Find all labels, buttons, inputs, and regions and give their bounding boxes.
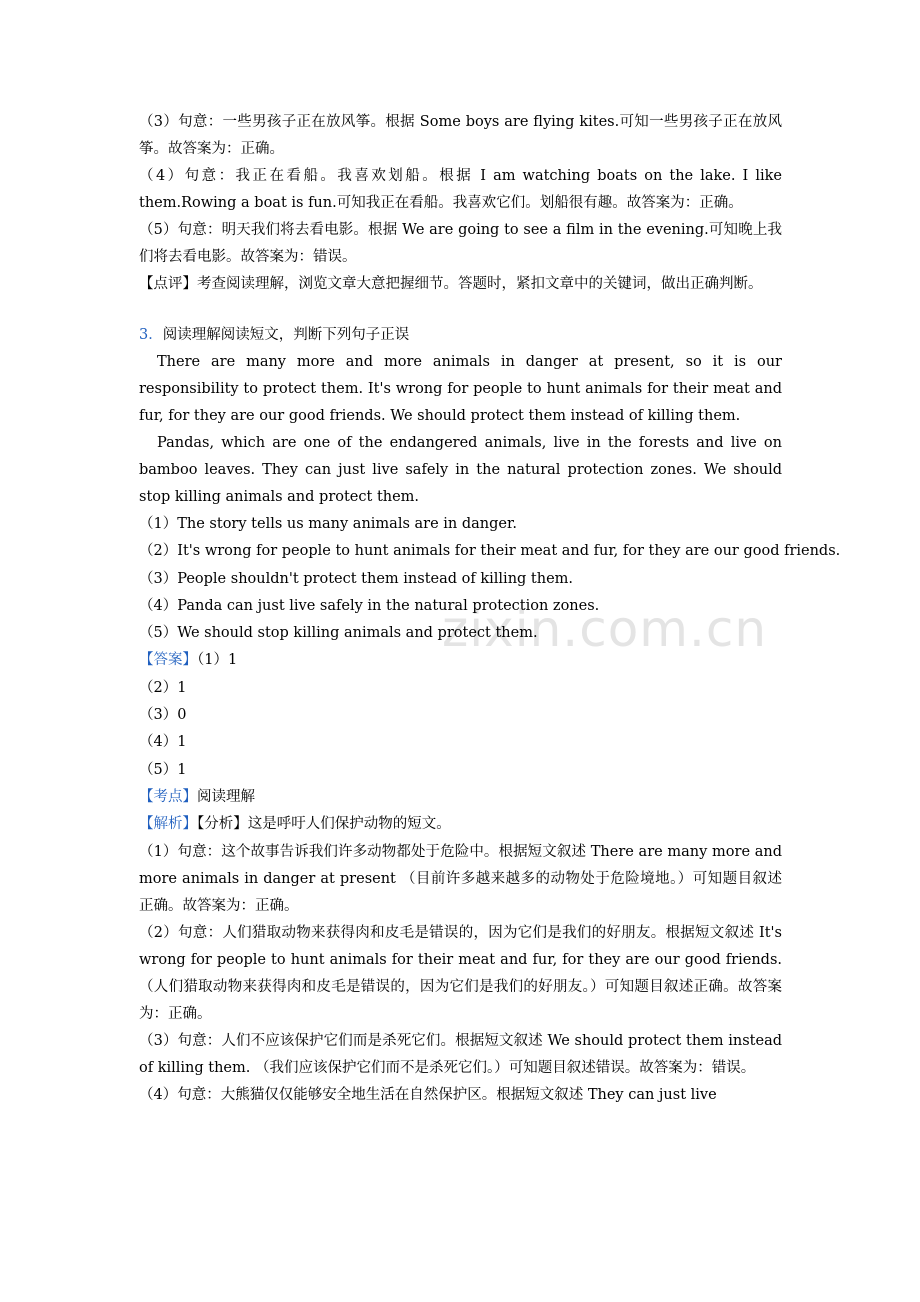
kaodian-label: 【考点】 (139, 788, 197, 805)
passage-paragraph-1: There are many more and more animals in danger at present, so it is our responsibility to protect them. It's wrong for people to hunt animals for their meat and fur, for they are our good friends. We should protect them instead of killing them. (139, 354, 782, 424)
passage-paragraph-2: Pandas, which are one of the endangered animals, live in the forests and live on bamboo leaves. They can just live safely in the natural protection zones. We should stop killing animals and protect them. (139, 435, 782, 505)
statement: （2）It's wrong for people to hunt animals for their meat and fur, for they are our good friends. (139, 543, 841, 560)
analysis-item: （1）句意：这个故事告诉我们许多动物都处于危险中。根据短文叙述 There are many more and more animals in danger at present （目前许多越来越多的动物处于危险境地。）可知题目叙述正确。故答案为：正确。 (139, 843, 782, 914)
analysis-item-3: （3）句意：一些男孩子正在放风筝。根据 Some boys are flying kites.可知一些男孩子正在放风筝。故答案为：正确。 (139, 114, 782, 157)
jiexi-line (139, 811, 782, 838)
question-number: 3． (139, 327, 163, 343)
statement: （1）The story tells us many animals are in danger. (139, 516, 517, 532)
statement: （5）We should stop killing animals and protect them. (139, 625, 538, 642)
document-page (139, 109, 841, 1109)
answer-line: （3）0 (139, 707, 187, 724)
answer-line: （4）1 (139, 734, 187, 751)
answer-line: （2）1 (139, 679, 187, 696)
jiexi-value: 【分析】这是呼吁人们保护动物的短文。 (197, 816, 451, 833)
jiexi-label: 【解析】 (139, 816, 197, 833)
answer-line: （5）1 (139, 761, 187, 778)
answer-line (139, 647, 782, 674)
answer-label: 【答案】 (139, 652, 197, 669)
analysis-item-4: （4）句意：我正在看船。我喜欢划船。根据 I am watching boats on the lake. I like them.Rowing a boat is fun.可知我正在看船。我喜欢它们。划船很有趣。故答案为：正确。 (139, 168, 782, 211)
comment: 【点评】考查阅读理解，浏览文章大意把握细节。答题时，紧扣文章中的关键词，做出正确判断。 (139, 276, 763, 292)
question-title: 阅读理解阅读短文，判断下列句子正误 (162, 327, 410, 343)
answer-value: （1）1 (197, 652, 238, 669)
question-heading (139, 322, 782, 349)
statement: （4）Panda can just live safely in the natural protection zones. (139, 597, 600, 614)
watermark: zixin.com.cn (442, 600, 768, 658)
analysis-item-5: （5）句意：明天我们将去看电影。根据 We are going to see a film in the evening.可知晚上我们将去看电影。故答案为：错误。 (139, 222, 782, 265)
kaodian-line (139, 784, 782, 811)
analysis-item: （2）句意：人们猎取动物来获得肉和皮毛是错误的，因为它们是我们的好朋友。根据短文叙述 It's wrong for people to hunt animals for their meat and fur, for they are our good friends. （人们猎取动物来获得肉和皮毛是错误的，因为它们是我们的好朋友。）可知题目叙述正确。故答案为：正确。 (139, 924, 782, 1022)
analysis-item: （4）句意：大熊猫仅仅能够安全地生活在自然保护区。根据短文叙述 They can just live (139, 1086, 717, 1103)
statement: （3）People shouldn't protect them instead of killing them. (139, 570, 574, 587)
analysis-item: （3）句意：人们不应该保护它们而是杀死它们。根据短文叙述 We should protect them instead of killing them. （我们应该保护它们而不是杀死它们。）可知题目叙述错误。故答案为：错误。 (139, 1032, 782, 1076)
kaodian-value: 阅读理解 (197, 788, 255, 805)
